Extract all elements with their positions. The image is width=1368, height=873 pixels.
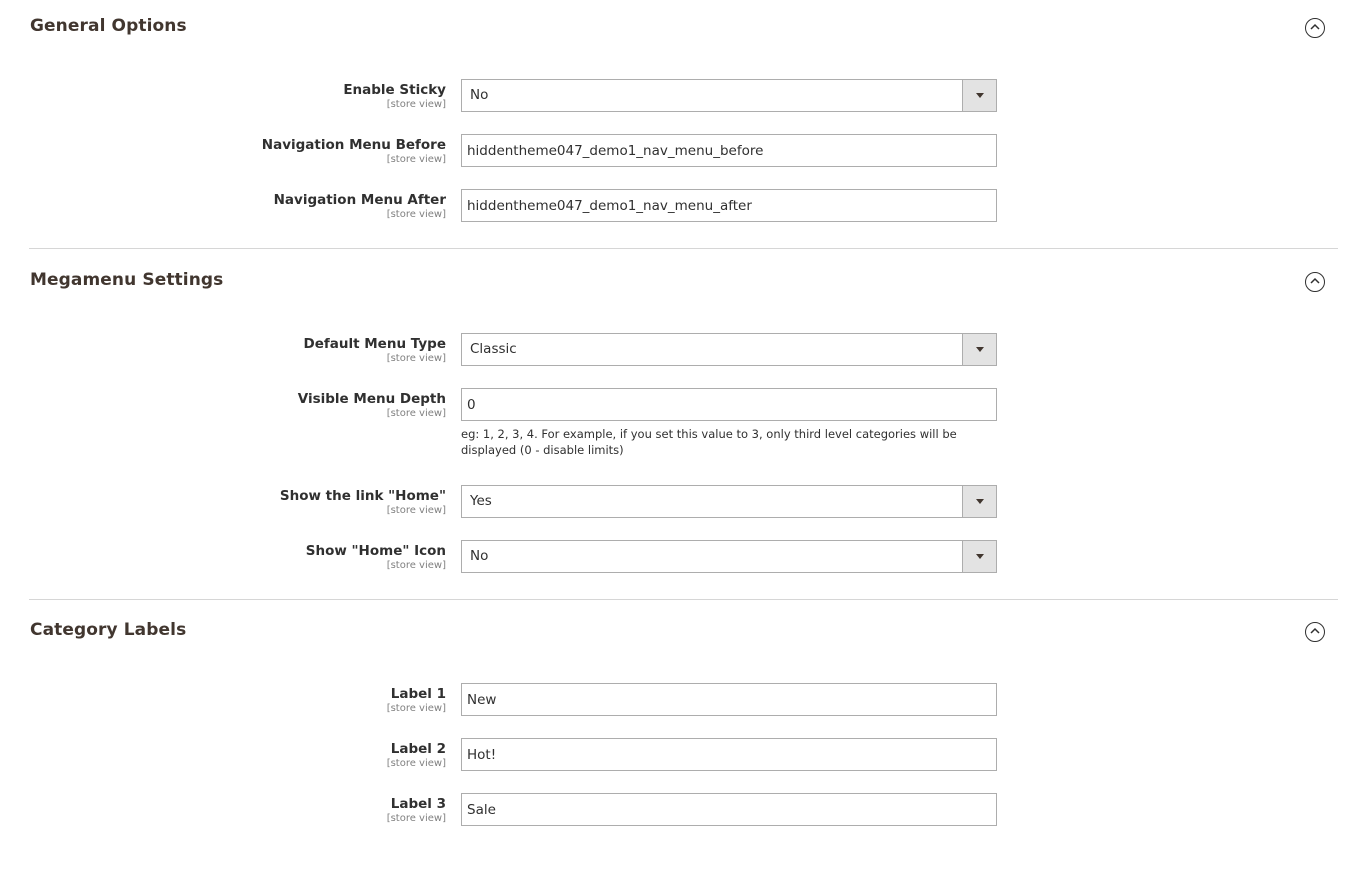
label-1-input[interactable] — [461, 683, 997, 716]
selected-value: No — [470, 548, 489, 564]
scope-label: [store view] — [386, 758, 446, 769]
section-title[interactable]: Megamenu Settings — [30, 270, 224, 290]
scope-label: [store view] — [386, 703, 446, 714]
field-label: Navigation Menu Before — [261, 137, 446, 153]
nav-menu-before-input[interactable] — [461, 134, 997, 167]
section-title[interactable]: Category Labels — [30, 620, 187, 640]
field-label: Default Menu Type — [303, 336, 446, 352]
field-label: Visible Menu Depth — [297, 391, 446, 407]
selected-value: No — [470, 87, 489, 103]
caret-down-icon[interactable] — [962, 334, 996, 365]
label-3-input[interactable] — [461, 793, 997, 826]
enable-sticky-select[interactable] — [461, 79, 997, 112]
chevron-up-circle-icon[interactable] — [1305, 18, 1325, 38]
chevron-up-circle-icon[interactable] — [1305, 622, 1325, 642]
field-label: Enable Sticky — [343, 82, 446, 98]
selected-value: Classic — [470, 341, 517, 357]
field-label: Show "Home" Icon — [305, 543, 446, 559]
field-label: Show the link "Home" — [279, 488, 446, 504]
caret-down-icon[interactable] — [962, 486, 996, 517]
scope-label: [store view] — [386, 813, 446, 824]
scope-label: [store view] — [386, 408, 446, 419]
chevron-up-circle-icon[interactable] — [1305, 272, 1325, 292]
section-divider — [29, 248, 1338, 249]
scope-label: [store view] — [386, 505, 446, 516]
default-menu-type-select[interactable] — [461, 333, 997, 366]
field-label: Label 3 — [390, 796, 446, 812]
show-home-link-select[interactable] — [461, 485, 997, 518]
scope-label: [store view] — [386, 99, 446, 110]
scope-label: [store view] — [386, 353, 446, 364]
scope-label: [store view] — [386, 560, 446, 571]
field-label: Navigation Menu After — [273, 192, 446, 208]
nav-menu-after-input[interactable] — [461, 189, 997, 222]
field-label: Label 1 — [390, 686, 446, 702]
section-title[interactable]: General Options — [30, 16, 187, 36]
selected-value: Yes — [470, 493, 492, 509]
visible-menu-depth-input[interactable] — [461, 388, 997, 421]
field-label: Label 2 — [390, 741, 446, 757]
scope-label: [store view] — [386, 154, 446, 165]
scope-label: [store view] — [386, 209, 446, 220]
field-note: eg: 1, 2, 3, 4. For example, if you set this value to 3, only third level categories will be displayed (0 - disable limits) — [461, 427, 957, 457]
show-home-icon-select[interactable] — [461, 540, 997, 573]
caret-down-icon[interactable] — [962, 541, 996, 572]
label-2-input[interactable] — [461, 738, 997, 771]
section-divider — [29, 599, 1338, 600]
caret-down-icon[interactable] — [962, 80, 996, 111]
